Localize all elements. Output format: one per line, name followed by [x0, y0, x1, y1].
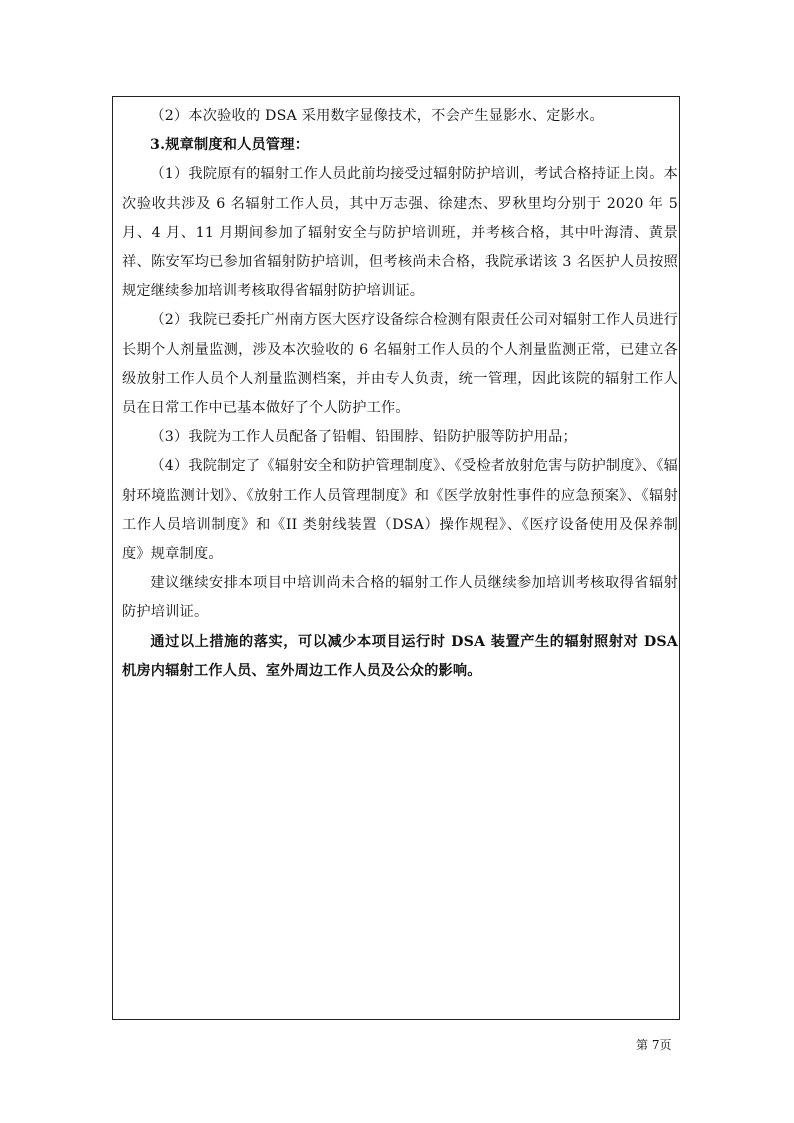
paragraph-protective-equipment: （3）我院为工作人员配备了铅帽、铅围脖、铅防护服等防护用品； — [150, 429, 577, 446]
section-heading: 3.规章制度和人员管理： — [150, 137, 310, 154]
paragraph-dose-monitoring: （2）我院已委托广州南方医大医疗设备综合检测有限责任公司对辐射工作人员进行长期个人剂量监测，涉及本次验收的 6 名辐射工作人员的个人剂量监测正常，已建立各级放射工作人员个人剂量监测档案，并由专人负责，统一管理，因此该院的辐射工作人员在日常工作中已基本做好了个人防护工作。 — [122, 312, 678, 417]
paragraph-recommendation: 建议继续安排本项目中培训尚未合格的辐射工作人员继续参加培训考核取得省辐射防护培训证。 — [122, 575, 678, 621]
paragraph-training: （1）我院原有的辐射工作人员此前均接受过辐射防护培训，考试合格持证上岗。本次验收共涉及 6 名辐射工作人员，其中万志强、徐建杰、罗秋里均分别于 2020 年 5 月、4 月、11 月期间参加了辐射安全与防护培训班，并考核合格，其中叶海清、黄景祥、陈安军均已参加省辐射防护培训，但考核尚未合格，我院承诺该 3 名医护人员按照规定继续参加培训考核取得省辐射防护培训证。 — [122, 166, 678, 300]
paragraph-dsa-imaging: （2）本次验收的 DSA 采用数字显像技术，不会产生显影水、定影水。 — [150, 108, 604, 124]
paragraph-regulations: （4）我院制定了《辐射安全和防护管理制度》、《受检者放射危害与防护制度》、《辐射环境监测计划》、《放射工作人员管理制度》和《医学放射性事件的应急预案》、《辐射工作人员培训制度》和《II 类射线装置（DSA）操作规程》、《医疗设备使用及保养制度》规章制度。 — [122, 458, 678, 563]
paragraph-conclusion: 通过以上措施的落实，可以减少本项目运行时 DSA 装置产生的辐射照射对 DSA 机房内辐射工作人员、室外周边工作人员及公众的影响。 — [122, 633, 678, 679]
page-number: 第 7页 — [636, 1038, 672, 1052]
document-body — [122, 102, 678, 686]
